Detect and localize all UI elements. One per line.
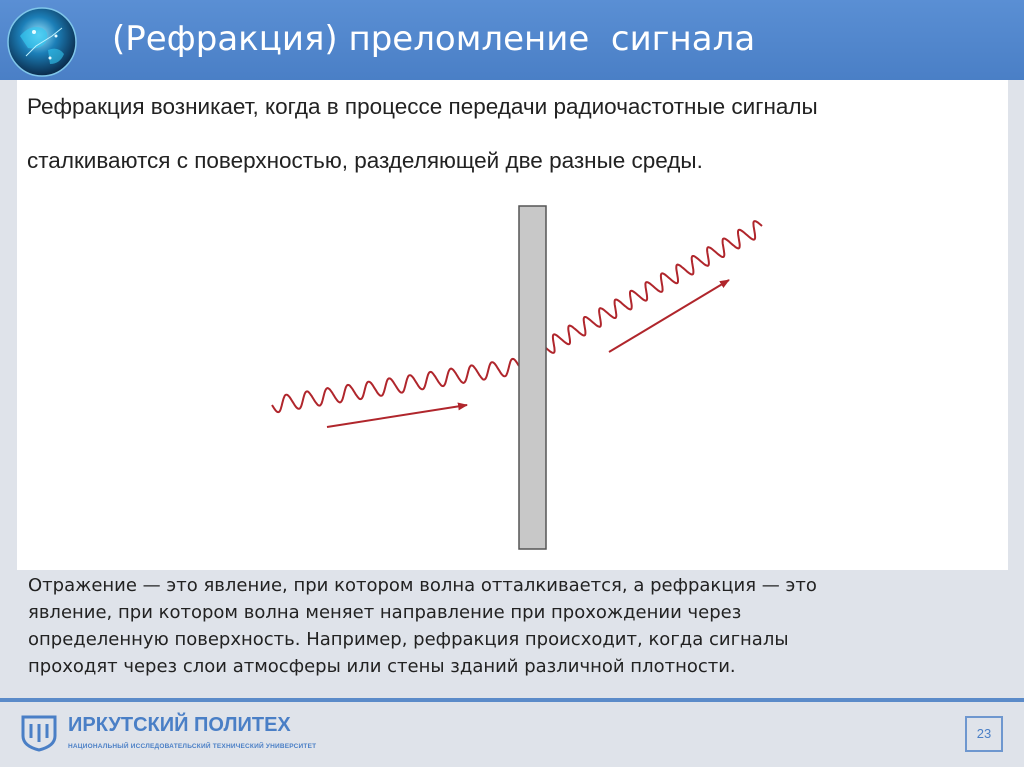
incident-arrow <box>327 405 467 427</box>
university-subtitle: НАЦИОНАЛЬНЫЙ ИССЛЕДОВАТЕЛЬСКИЙ ТЕХНИЧЕСКИЙ УНИВЕРСИТЕТ <box>68 743 317 750</box>
refracted-arrow <box>609 280 729 352</box>
university-name: ИРКУТСКИЙ ПОЛИТЕХ <box>68 714 291 736</box>
refracted-wave <box>546 221 762 353</box>
refraction-figure <box>17 80 1008 570</box>
caption-line-3: определенную поверхность. Например, рефракция происходит, когда сигналы <box>28 629 789 650</box>
university-logo-icon <box>20 714 58 752</box>
slide-header <box>0 0 1024 80</box>
caption-line-4: проходят через слои атмосферы или стены зданий различной плотности. <box>28 656 736 677</box>
figure-text-line-2: сталкиваются с поверхностью, разделяющей две разные среды. <box>27 148 703 173</box>
wall-barrier <box>519 206 546 549</box>
globe-icon <box>6 6 78 78</box>
slide-title: (Рефракция) преломление сигнала <box>112 19 756 59</box>
caption-line-1: Отражение — это явление, при котором волна отталкивается, а рефракция — это <box>28 575 817 596</box>
page-number: 23 <box>965 716 1003 752</box>
figure-text-line-1: Рефракция возникает, когда в процессе передачи радиочастотные сигналы <box>27 94 818 119</box>
incident-wave <box>272 359 519 412</box>
refraction-diagram <box>17 80 1008 570</box>
caption-line-2: явление, при котором волна меняет направление при прохождении через <box>28 602 742 623</box>
slide-footer <box>0 702 1024 767</box>
caption-text <box>28 572 988 680</box>
